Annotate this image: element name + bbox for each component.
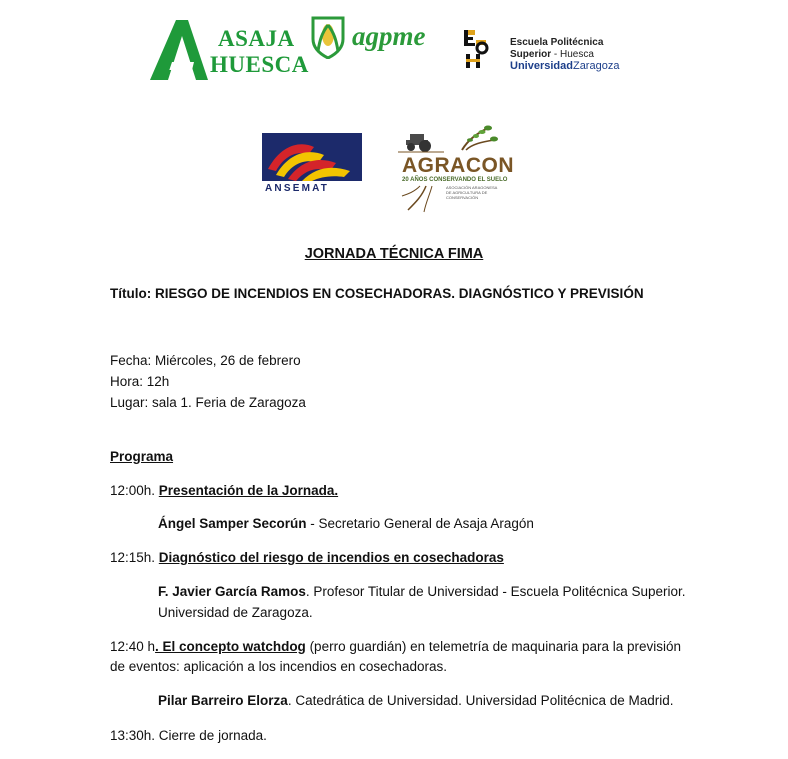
agpme-logo bbox=[310, 15, 440, 63]
ansemat-stripes-icon bbox=[262, 133, 362, 181]
eps-mark-icon bbox=[462, 28, 490, 70]
item-2-time: 12:15h. bbox=[110, 550, 159, 565]
eps-logo bbox=[462, 28, 622, 74]
speaker-2 bbox=[158, 582, 686, 602]
ansemat-word: ANSEMAT bbox=[265, 183, 330, 194]
speaker-3-name: Pilar Barreiro Elorza bbox=[158, 693, 288, 708]
eps-huesca: - Huesca bbox=[551, 49, 594, 60]
speaker-2-line-2: Universidad de Zaragoza. bbox=[158, 605, 313, 620]
speaker-2-name: F. Javier García Ramos bbox=[158, 584, 306, 599]
time-line: Hora: 12h bbox=[110, 374, 170, 389]
date-line: Fecha: Miércoles, 26 de febrero bbox=[110, 353, 301, 368]
place-line: Lugar: sala 1. Feria de Zaragoza bbox=[110, 395, 306, 410]
speaker-1 bbox=[158, 514, 534, 534]
eps-line-3 bbox=[510, 60, 619, 72]
eps-line-1: Escuela Politécnica bbox=[510, 37, 604, 48]
agracon-small: ASOCIACIÓN ARAGONESA DE AGRICULTURA DE CONSERVACIÓN bbox=[446, 185, 498, 200]
eps-universidad: Universidad bbox=[510, 60, 573, 72]
agracon-subtitle: 20 AÑOS CONSERVANDO EL SUELO bbox=[402, 177, 508, 183]
speaker-3-role: . Catedrática de Universidad. Universidad Politécnica de Madrid. bbox=[287, 693, 674, 708]
huesca-word: HUESCA bbox=[210, 52, 309, 77]
agpme-word: agpme bbox=[352, 21, 426, 51]
item-3-title: . El concepto watchdog bbox=[155, 639, 306, 654]
item-3-desc-line-2: de eventos: aplicación a los incendios en cosechadoras. bbox=[110, 659, 447, 674]
title-text: RIESGO DE INCENDIOS EN COSECHADORAS. DIAGNÓSTICO Y PREVISIÓN bbox=[151, 286, 644, 301]
item-3-desc: (perro guardián) en telemetría de maquinaria para la previsión bbox=[305, 639, 682, 654]
title-label: Título: bbox=[110, 286, 152, 301]
item-2-title: Diagnóstico del riesgo de incendios en cosechadoras bbox=[158, 550, 504, 565]
speaker-2-role: . Profesor Titular de Universidad - Escuela Politécnica Superior. bbox=[305, 584, 686, 599]
ansemat-logo bbox=[262, 133, 362, 196]
eps-superior: Superior bbox=[510, 49, 552, 60]
asaja-a-icon bbox=[148, 18, 210, 82]
program-item-3 bbox=[110, 637, 681, 657]
page-heading: JORNADA TÉCNICA FIMA bbox=[304, 246, 484, 262]
item-1-time: 12:00h. bbox=[110, 483, 159, 498]
item-3-time: 12:40 h bbox=[110, 639, 156, 654]
asaja-word: ASAJA bbox=[218, 26, 295, 51]
eps-zaragoza: Zaragoza bbox=[572, 60, 620, 72]
agracon-logo bbox=[396, 120, 514, 214]
title-line bbox=[110, 284, 644, 304]
corn-shield-icon bbox=[310, 15, 346, 59]
speaker-3 bbox=[158, 691, 674, 711]
program-item-2 bbox=[110, 548, 504, 568]
program-label: Programa bbox=[110, 449, 174, 464]
program-item-4: 13:30h. Cierre de jornada. bbox=[110, 728, 267, 743]
agracon-word: AGRACON bbox=[402, 154, 514, 177]
asaja-huesca-logo bbox=[148, 18, 309, 84]
speaker-1-name: Ángel Samper Secorún bbox=[158, 516, 307, 531]
speaker-1-role: - Secretario General de Asaja Aragón bbox=[306, 516, 534, 531]
program-item-1 bbox=[110, 481, 338, 501]
item-1-title: Presentación de la Jornada. bbox=[158, 483, 339, 498]
